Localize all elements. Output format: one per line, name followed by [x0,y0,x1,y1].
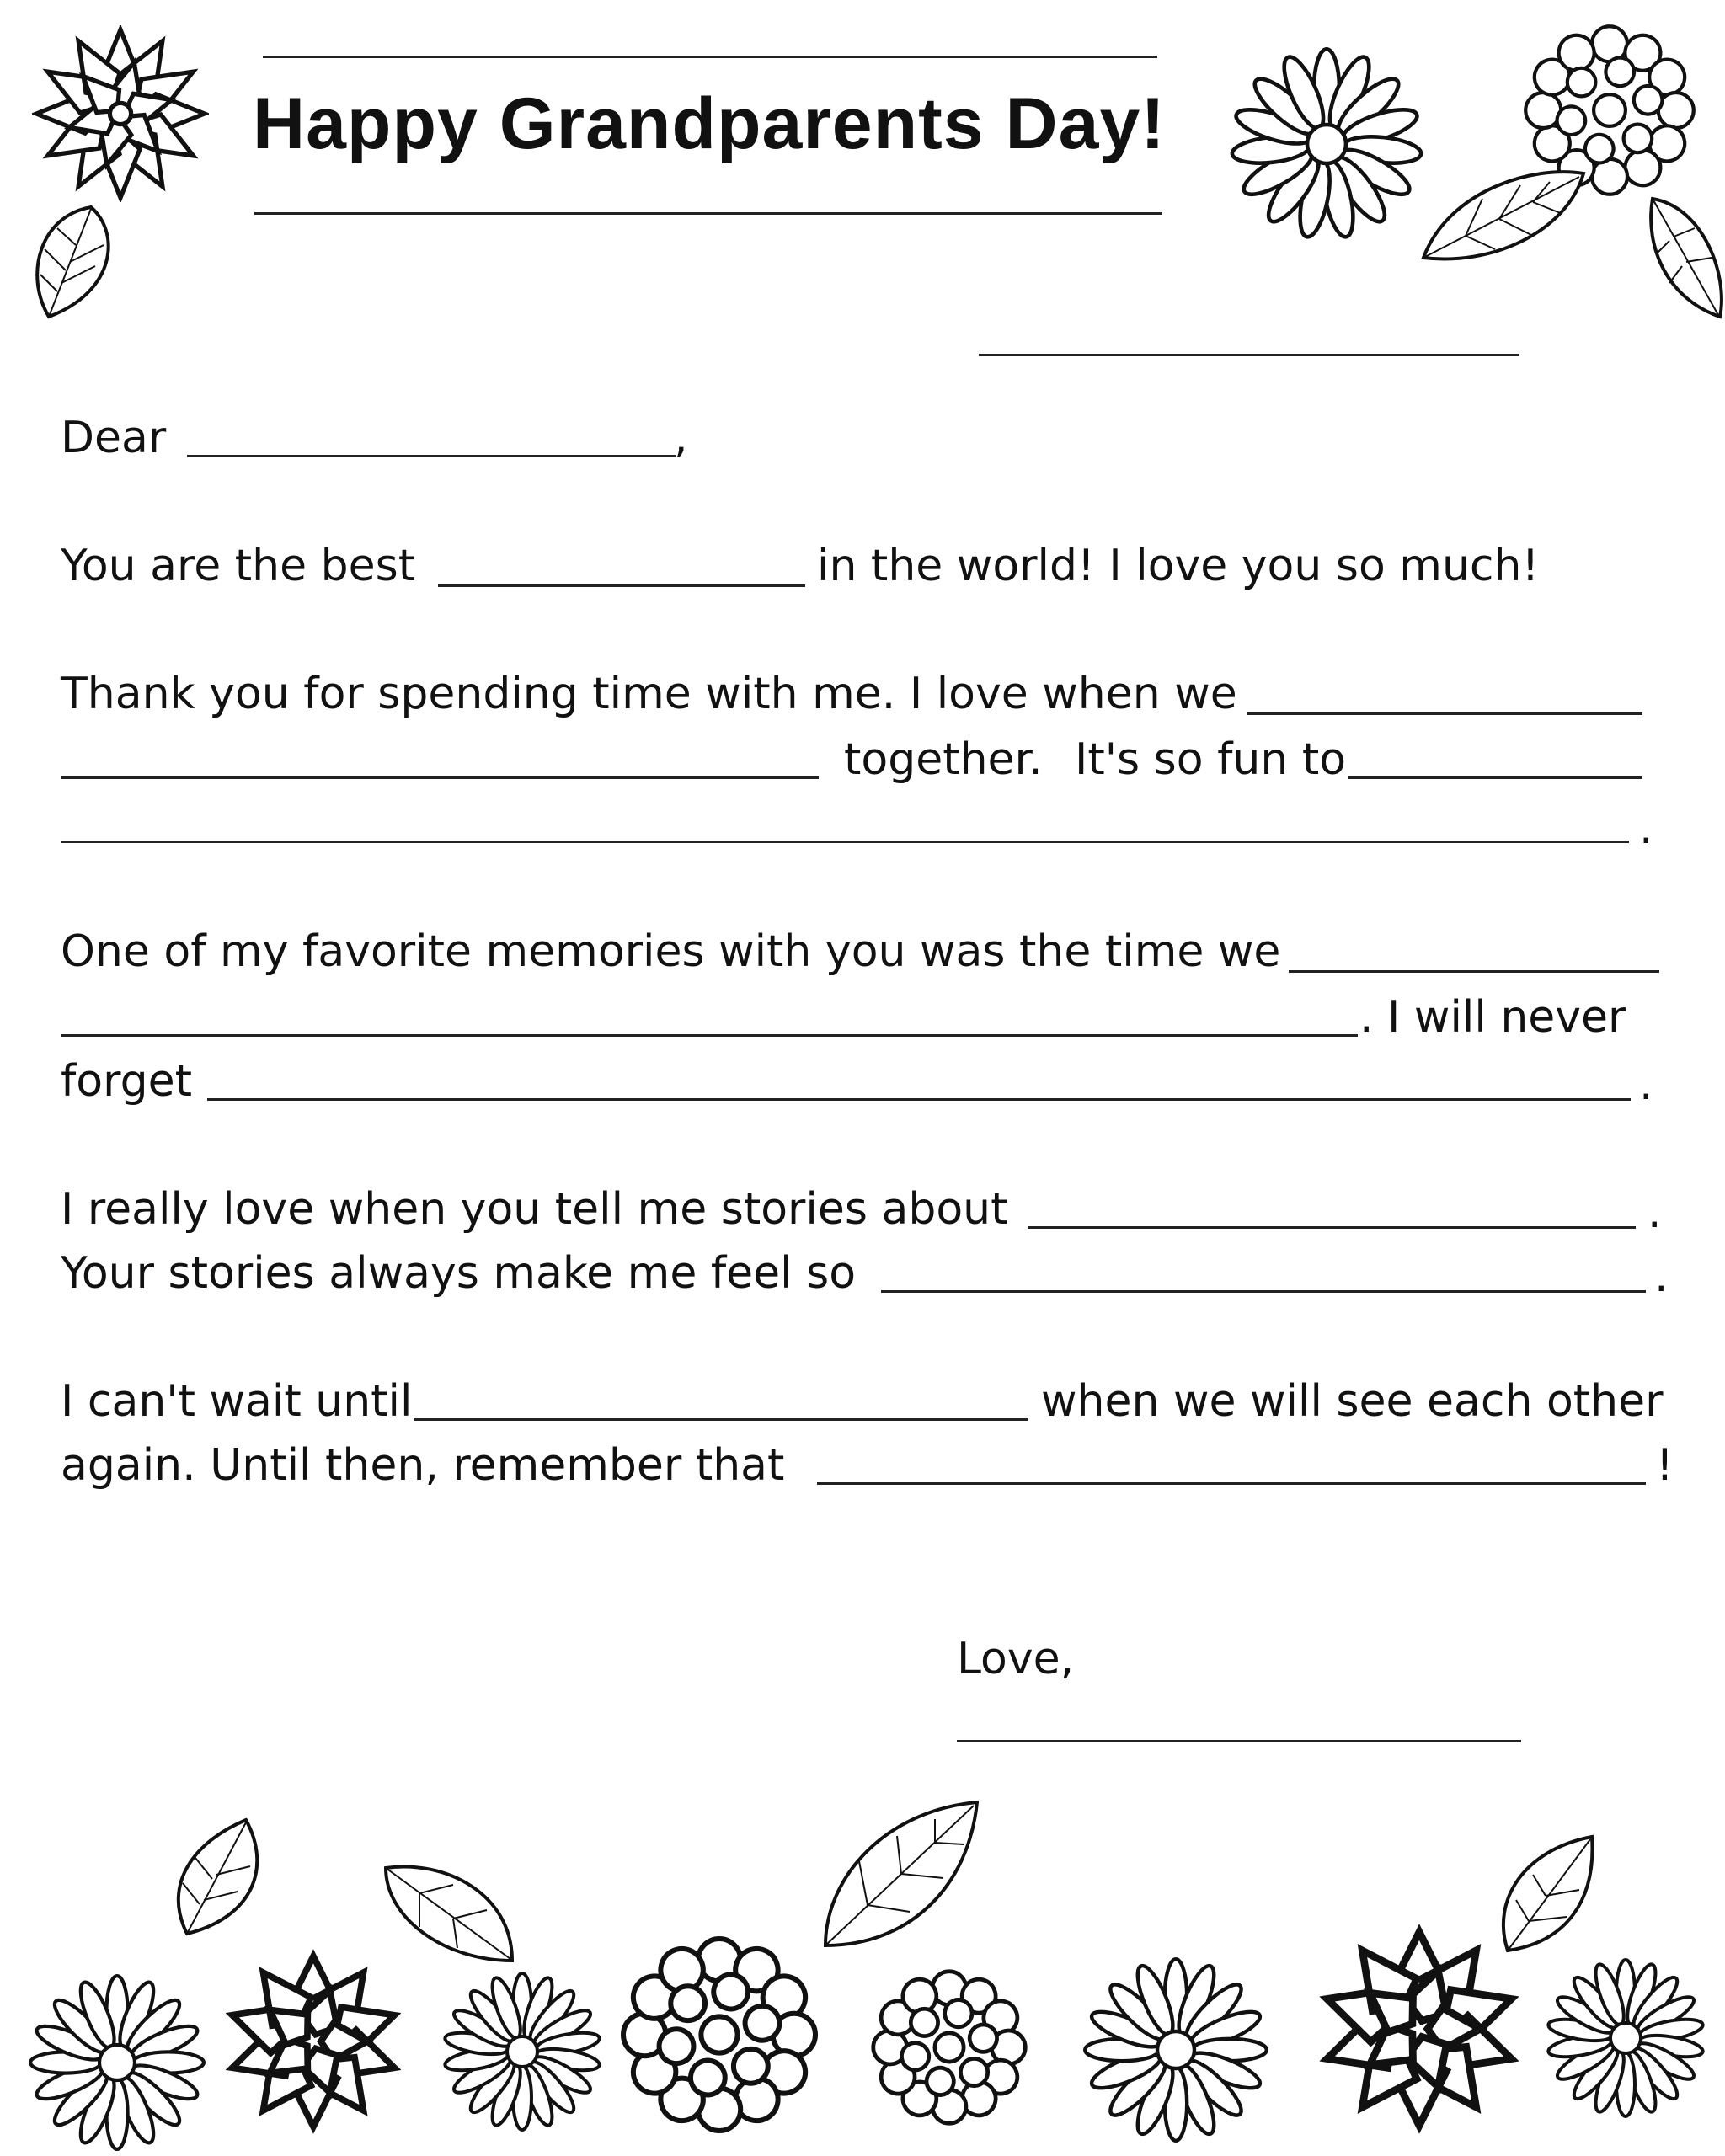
fun-activity-blank-2[interactable] [61,841,1629,843]
fun-text: It's so fun to [1075,734,1347,785]
best-role-blank[interactable] [438,584,805,587]
closing-text: Love, [957,1634,1075,1684]
leaf-icon [170,1816,271,1942]
together-text: together. [844,734,1043,785]
daisy-icon [1541,1954,1710,2122]
stories-topic-blank[interactable] [1028,1226,1636,1229]
thanks-period: . [1639,803,1653,854]
feeling-blank[interactable] [881,1290,1646,1293]
memory-blank-2[interactable] [61,1034,1358,1037]
chrysanthemum-icon [618,1934,820,2136]
feel-text: Your stories always make me feel so [61,1248,857,1299]
wait-date-blank[interactable] [414,1418,1028,1421]
signature-blank[interactable] [957,1740,1521,1742]
thanks-text: Thank you for spending time with me. I love when we [61,669,1237,719]
never-text: . I will never [1359,992,1626,1043]
chrysanthemum-icon [869,1967,1029,2127]
title-rule-top [263,56,1157,58]
chrysanthemum-icon [32,25,209,202]
best-text: You are the best [61,541,416,591]
dahlia-icon [221,1949,406,2134]
dahlia-icon [1314,1924,1525,2134]
stories-text: I really love when you tell me stories about [61,1184,1008,1235]
leaf-icon [1415,165,1592,266]
activity-blank-1[interactable] [1247,712,1642,715]
remember-blank[interactable] [817,1482,1646,1485]
daisy-icon [1230,47,1423,241]
title-rule-bottom [254,212,1162,215]
daisy-icon [438,1967,606,2136]
greeting-comma: , [674,413,688,463]
forget-text: forget [61,1056,192,1107]
feel-period: . [1654,1251,1669,1302]
stories-period: . [1648,1187,1662,1238]
memory-blank-1[interactable] [1289,970,1659,973]
leaf-icon [1644,190,1725,325]
activity-blank-2[interactable] [61,776,819,779]
wait-text: I can't wait until [61,1376,413,1427]
forget-blank[interactable] [207,1098,1631,1101]
greeting-label: Dear [61,413,167,463]
recipient-name-blank[interactable] [187,455,676,457]
leaf-icon [817,1794,985,1954]
page-title: Happy Grandparents Day! [253,83,1166,164]
leaf-icon [24,199,125,325]
daisy-icon [29,1974,206,2151]
remember-text: again. Until then, remember that [61,1440,785,1491]
wait-suffix-text: when we will see each other [1041,1376,1664,1427]
fun-activity-blank-1[interactable] [1348,776,1642,779]
daisy-icon [1083,1957,1268,2143]
memory-period: . [1639,1059,1653,1110]
date-blank[interactable] [979,354,1519,356]
memory-text: One of my favorite memories with you was the time we [61,926,1281,977]
best-suffix-text: in the world! I love you so much! [817,541,1540,591]
remember-exclaim: ! [1656,1440,1674,1491]
